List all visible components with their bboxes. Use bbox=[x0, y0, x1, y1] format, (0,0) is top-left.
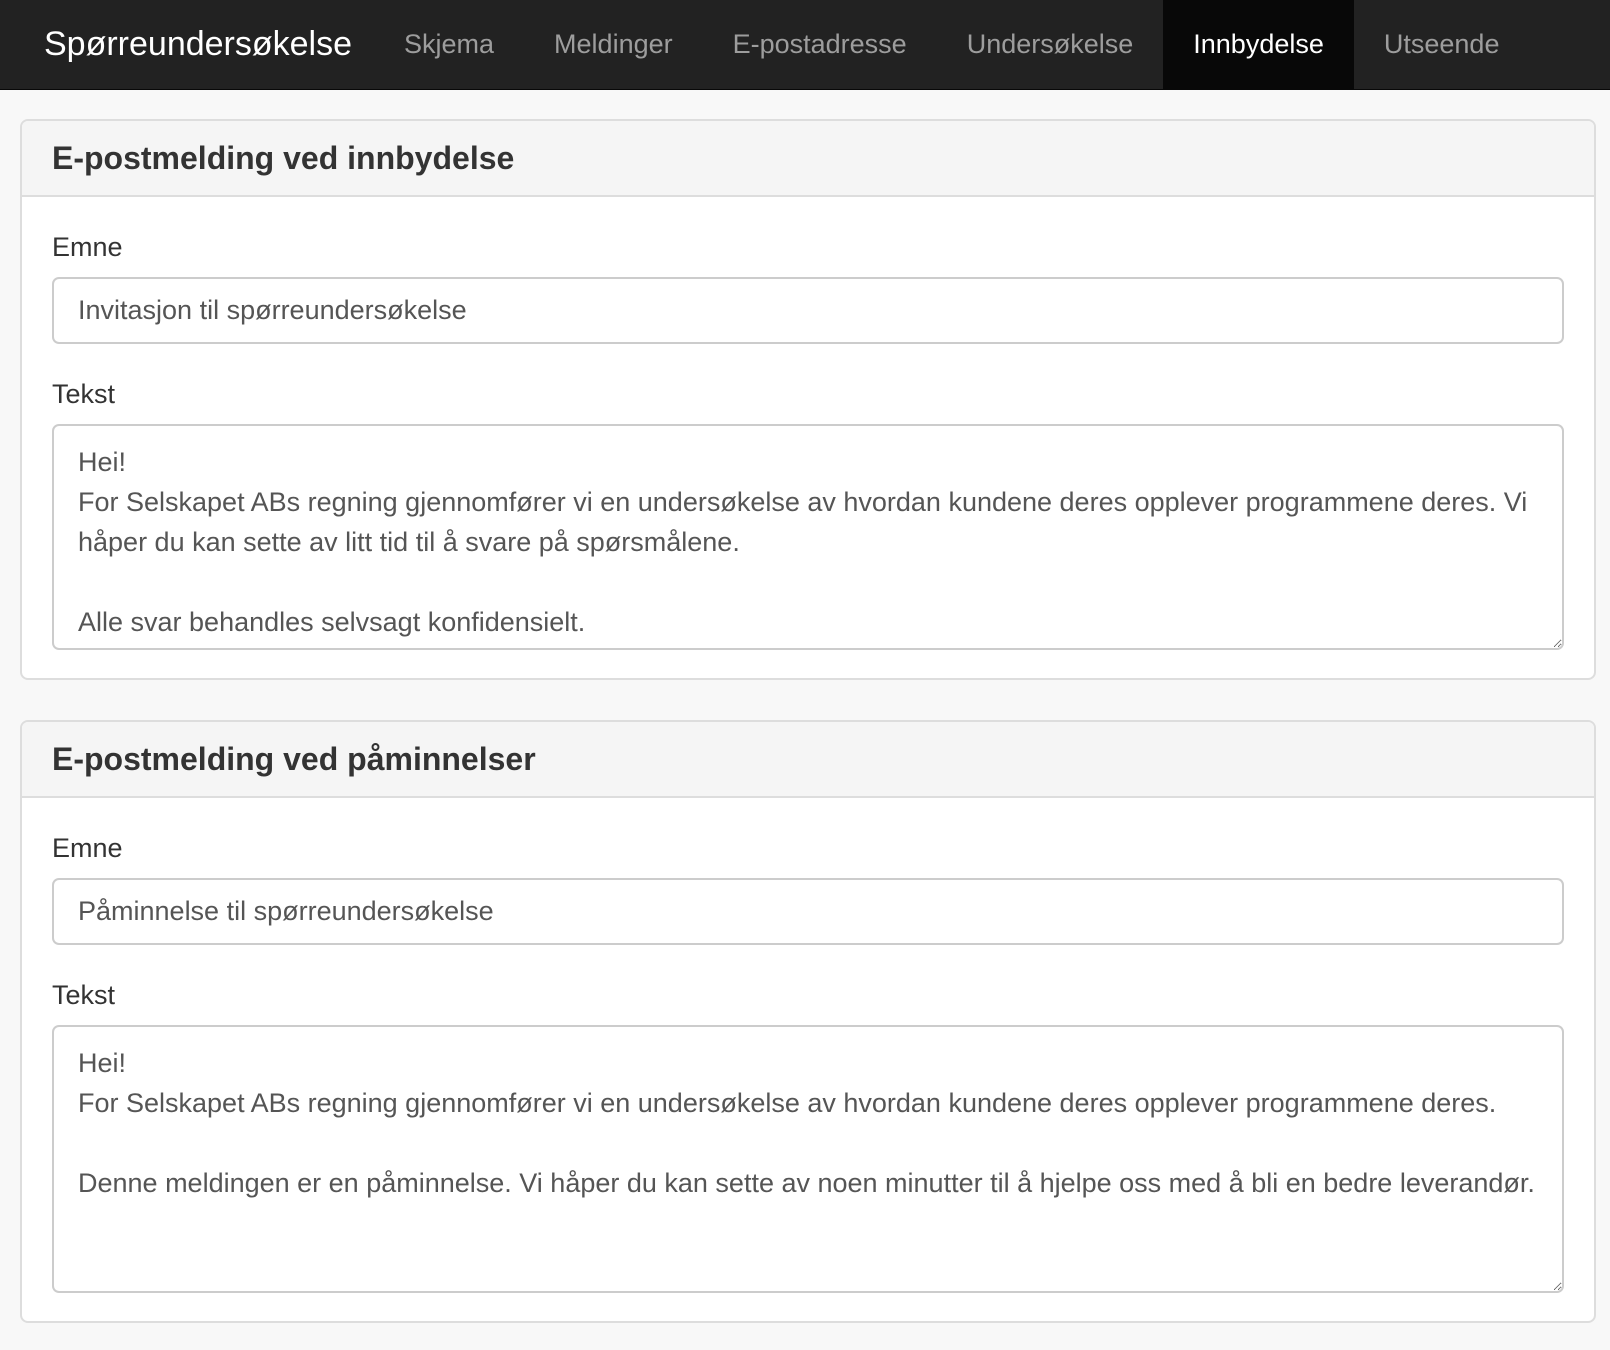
tab-meldinger[interactable]: Meldinger bbox=[554, 29, 673, 59]
reminder-subject-input[interactable] bbox=[52, 878, 1564, 945]
tab-e-postadresse[interactable]: E-postadresse bbox=[732, 29, 907, 59]
tab-utseende[interactable]: Utseende bbox=[1383, 29, 1500, 59]
reminder-panel-body bbox=[22, 798, 1594, 1321]
nav-tabs bbox=[374, 0, 1529, 89]
main-content bbox=[0, 90, 1610, 1323]
reminder-text-label: Tekst bbox=[52, 980, 116, 1010]
reminder-panel-title: E-postmelding ved påminnelser bbox=[52, 740, 536, 777]
reminder-subject-label: Emne bbox=[52, 833, 123, 863]
invite-text-label: Tekst bbox=[52, 379, 116, 409]
invite-subject-label: Emne bbox=[52, 232, 123, 262]
reminder-email-panel bbox=[20, 720, 1596, 1323]
invite-panel-body bbox=[22, 197, 1594, 678]
top-navbar bbox=[0, 0, 1610, 90]
reminder-panel-heading bbox=[22, 722, 1594, 798]
invite-panel-heading bbox=[22, 121, 1594, 197]
invite-email-panel bbox=[20, 119, 1596, 680]
tab-undersokelse[interactable]: Undersøkelse bbox=[966, 29, 1134, 59]
invite-panel-title: E-postmelding ved innbydelse bbox=[52, 139, 515, 176]
invite-subject-input[interactable] bbox=[52, 277, 1564, 344]
brand-title[interactable]: Spørreundersøkelse bbox=[44, 25, 353, 63]
tab-skjema[interactable]: Skjema bbox=[404, 29, 495, 59]
reminder-text-textarea[interactable] bbox=[52, 1025, 1564, 1293]
tab-innbydelse[interactable]: Innbydelse bbox=[1163, 0, 1354, 89]
invite-text-textarea[interactable] bbox=[52, 424, 1564, 650]
